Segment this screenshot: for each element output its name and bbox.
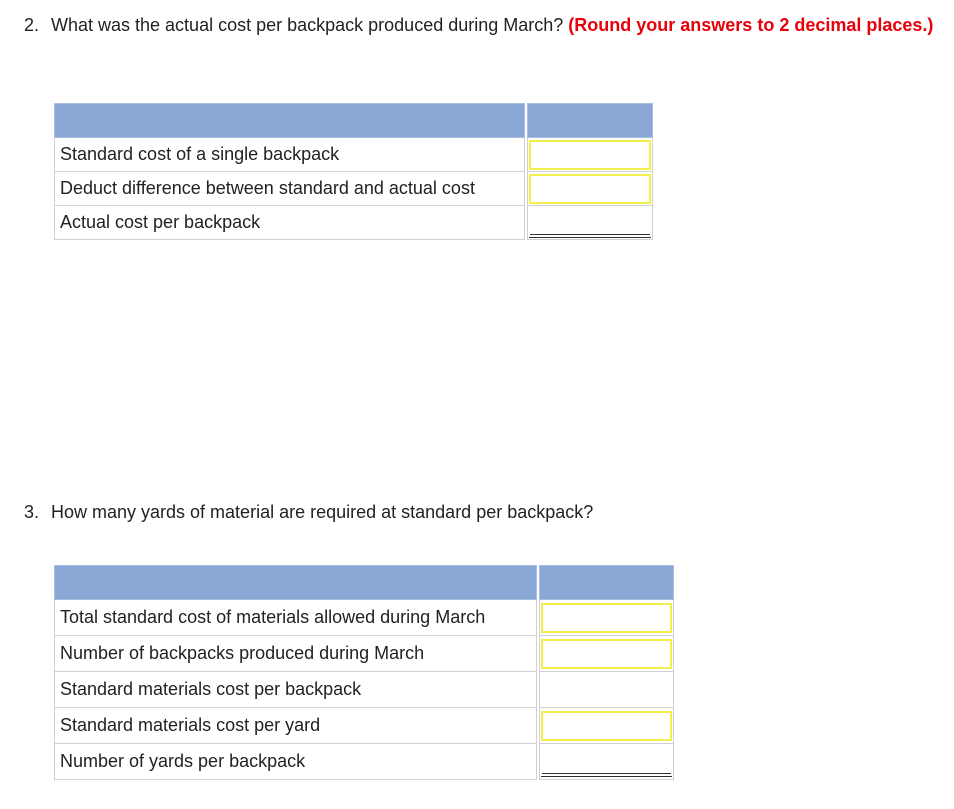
deduct-difference-input[interactable] <box>529 174 651 204</box>
actual-cost-total <box>529 208 651 238</box>
yards-per-backpack-total <box>541 747 672 777</box>
header-cell-label <box>55 566 537 600</box>
table-row <box>55 708 674 744</box>
header-cell-value <box>540 566 674 600</box>
row-label-backpacks-produced: Number of backpacks produced during March <box>55 636 537 672</box>
question-number: 2. <box>24 15 40 35</box>
standard-cost-input[interactable] <box>529 140 651 170</box>
rounding-instruction: (Round your answers to 2 decimal places.) <box>568 15 934 35</box>
row-label-deduct-difference: Deduct difference between standard and actual cost <box>55 172 525 206</box>
row-label-materials-cost-per-yard: Standard materials cost per yard <box>55 708 537 744</box>
total-standard-cost-input[interactable] <box>541 603 672 633</box>
table-header-row <box>55 566 674 600</box>
table-header-row <box>55 104 653 138</box>
table-row <box>55 600 674 636</box>
yards-per-backpack-table <box>54 565 674 780</box>
table-row <box>55 206 653 240</box>
table-row <box>55 138 653 172</box>
question-text <box>51 500 944 524</box>
table-row <box>55 636 674 672</box>
question-3 <box>24 500 944 524</box>
row-label-standard-cost: Standard cost of a single backpack <box>55 138 525 172</box>
actual-cost-table <box>54 103 653 240</box>
question-prompt: What was the actual cost per backpack produced during March? <box>51 15 564 35</box>
header-cell-label <box>55 104 525 138</box>
materials-cost-per-backpack-value <box>541 675 672 705</box>
header-cell-value <box>528 104 653 138</box>
materials-cost-per-yard-input[interactable] <box>541 711 672 741</box>
row-label-actual-cost: Actual cost per backpack <box>55 206 525 240</box>
row-label-yards-per-backpack: Number of yards per backpack <box>55 744 537 780</box>
question-text <box>51 13 944 37</box>
backpacks-produced-input[interactable] <box>541 639 672 669</box>
table-row <box>55 744 674 780</box>
question-2 <box>24 13 944 37</box>
table-row <box>55 172 653 206</box>
row-label-total-standard-cost: Total standard cost of materials allowed during March <box>55 600 537 636</box>
row-label-materials-cost-per-backpack: Standard materials cost per backpack <box>55 672 537 708</box>
question-prompt: How many yards of material are required at standard per backpack? <box>51 502 594 522</box>
question-number: 3. <box>24 502 40 522</box>
table-row <box>55 672 674 708</box>
